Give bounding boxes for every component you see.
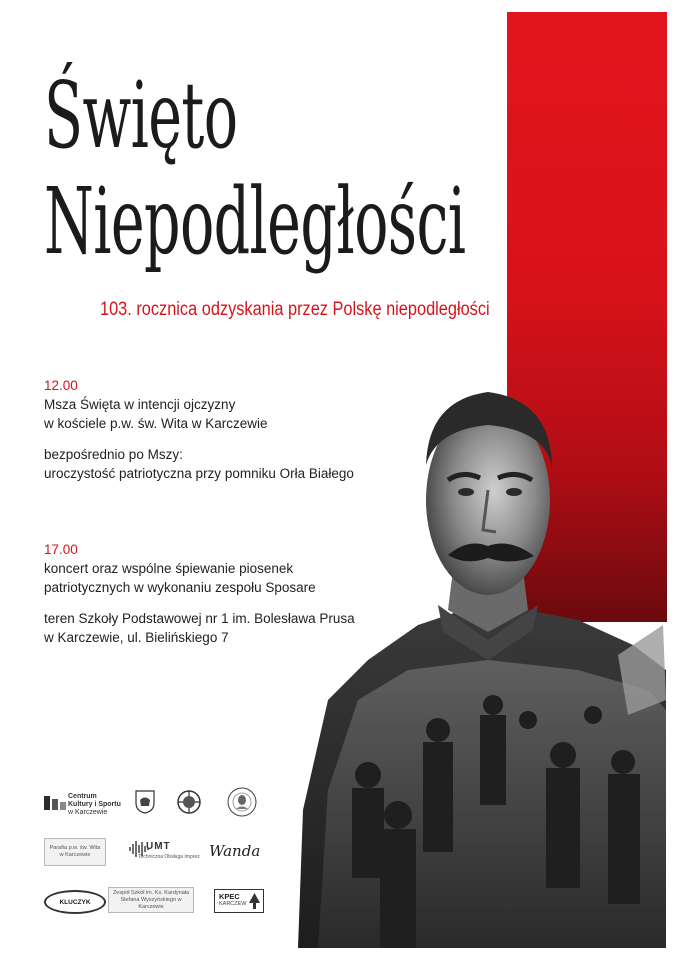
kpec-logo-line: KARCZEW [219,901,247,907]
event-line: uroczystość patriotyczna przy pomniku Orła Białego [44,466,354,481]
wanda-logo: Wanda [209,842,261,860]
event-time: 17.00 [44,542,78,557]
coat-of-arms-icon [135,790,155,814]
ckis-logo-line: w Karczewie [68,809,108,816]
umt-logo-text: UMT [146,841,171,852]
title-line-2: Niepodległości [44,168,466,275]
title-line-1: Święto [44,62,238,169]
ckis-logo-line: Kultury i Sportu [68,801,121,808]
event-line: patriotycznych w wykonaniu zespołu Sposare [44,580,316,595]
emblem-icon [176,789,202,815]
zespol-szkol-logo [108,887,194,913]
kpec-logo-line: KPEC [219,892,240,901]
event-time: 12.00 [44,378,78,393]
ckis-logo-mark [44,796,66,810]
page-title [44,62,466,275]
subtitle: 103. rocznica odzyskania przez Polskę niepodległości [100,299,490,320]
kpec-logo [214,889,264,913]
event-line: w Karczewie, ul. Bielińskiego 7 [44,630,229,645]
event-line: koncert oraz wspólne śpiewanie piosenek [44,561,294,576]
zespol-logo-line: Zespół Szkół im. Ks. Kardynała [112,889,190,896]
event-morning [44,376,354,483]
event-line: teren Szkoły Podstawowej nr 1 im. Bolesława Prusa [44,611,355,626]
kluczyk-logo: KLUCZYK [44,890,106,914]
school-seal-icon [227,787,257,817]
event-line: w kościele p.w. św. Wita w Karczewie [44,416,268,431]
ckis-logo-text [68,793,121,817]
zespol-logo-line: Stefana Wyszyńskiego w Karczewie [120,896,182,910]
parafia-logo [44,838,106,866]
event-line: Msza Święta w intencji ojczyzny [44,397,236,412]
event-line: bezpośrednio po Mszy: [44,447,183,462]
umt-logo-subtitle: Techniczna Obsługa Imprez [138,854,200,860]
ckis-logo-line: Centrum [68,793,97,800]
parafia-logo-line: w Karczewie [59,852,91,858]
parafia-logo-line: Parafia p.w. św. Wita [49,845,101,851]
event-evening [44,540,355,647]
tree-icon [249,893,260,909]
